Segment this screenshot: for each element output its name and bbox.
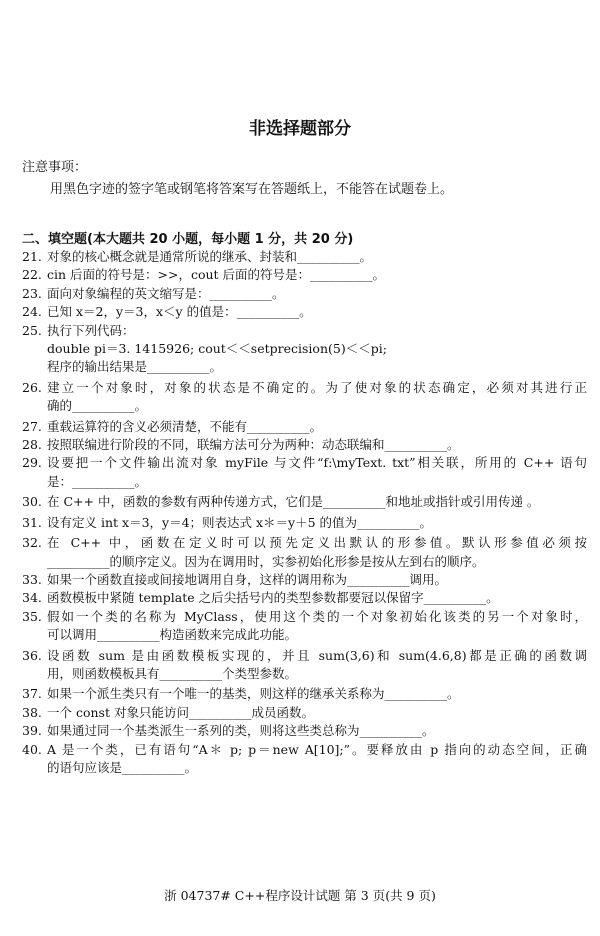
question-text-line: 用，则函数模板具有__________个类型参数。 — [47, 665, 298, 681]
question-item — [22, 322, 587, 377]
question-text-line: 确的__________。 — [47, 398, 148, 414]
question-item — [22, 704, 587, 722]
question-text-line: __________的顺序定义。因为在调用时，实参初始化形参是按从左到右的顺序。 — [47, 553, 485, 569]
question-item — [22, 608, 587, 645]
question-text-line: 函数模板中紧随 template 之后尖括号内的类型参数都要冠以保留字__________。 — [47, 590, 499, 606]
question-list — [22, 248, 587, 777]
question-text-line: cin 后面的符号是：>>，cout 后面的符号是：__________。 — [47, 267, 386, 283]
question-text-line: A 是一个类，已有语句“A＊ p; p＝new A[10];”。要释放由 p 指向的动态空间，正确 — [47, 741, 587, 757]
question-item — [22, 454, 587, 491]
question-item — [22, 493, 587, 511]
question-text-line: 已知 x＝2，y＝3，x＜y 的值是：__________。 — [47, 304, 312, 320]
question-number: 23. — [22, 285, 42, 301]
question-text-line: 可以调用__________构造函数来完成此功能。 — [47, 627, 298, 643]
question-number: 24. — [22, 304, 42, 320]
page-title: 非选择题部分 — [249, 119, 351, 139]
question-text-line: 建立一个对象时，对象的状态是不确定的。为了使对象的状态确定，必须对其进行正 — [47, 379, 587, 395]
notes-body: 用黑色字迹的签字笔或钢笔将答案写在答题纸上，不能答在试题卷上。 — [50, 182, 454, 197]
question-item — [22, 266, 587, 284]
question-text-line: 设有定义 int x＝3，y＝4；则表达式 x＊＝y＋5 的值为__________。 — [47, 514, 433, 530]
question-text-line: 如果一个函数直接或间接地调用自身，这样的调用称为__________调用。 — [47, 571, 448, 587]
question-text-line: 如果一个派生类只有一个唯一的基类，则这样的继承关系称为__________。 — [47, 686, 460, 702]
question-text-line: 设要把一个文件输出流对象 myFile 与文件“f:\myText. txt”相关联，所用的 C++ 语句 — [47, 455, 587, 471]
question-text-line: 面向对象编程的英文缩写是：__________。 — [47, 285, 285, 301]
question-number: 34. — [22, 590, 42, 606]
question-item — [22, 589, 587, 607]
question-text-line: 程序的输出结果是__________。 — [47, 359, 223, 375]
question-number: 35. — [22, 608, 42, 624]
question-number: 26. — [22, 379, 42, 395]
question-item — [22, 571, 587, 589]
question-text-line: 对象的核心概念就是通常所说的继承、封装和__________。 — [47, 249, 373, 264]
question-item — [22, 514, 587, 532]
question-item — [22, 685, 587, 703]
question-number: 39. — [22, 723, 42, 739]
question-text-line: 执行下列代码： — [47, 322, 135, 338]
question-item — [22, 418, 587, 436]
question-number: 30. — [22, 494, 42, 510]
question-item — [22, 741, 587, 778]
question-text-line: 重载运算符的含义必须清楚，不能有__________。 — [47, 418, 323, 434]
question-text-line: 设函数 sum 是由函数模板实现的，并且 sum(3,6)和 sum(4.6,8)都是正确的函数调 — [47, 647, 587, 663]
question-text-line: 一个 const 对象只能访问__________成员函数。 — [47, 704, 314, 720]
notes-heading: 注意事项： — [22, 160, 88, 175]
question-number: 32. — [22, 535, 42, 551]
question-number: 37. — [22, 686, 42, 702]
question-text-line: double pi＝3. 1415926; cout＜＜setprecision(5)＜＜pi; — [47, 341, 387, 357]
page-footer: 浙 04737# C++程序设计试题 第 3 页(共 9 页) — [164, 888, 436, 903]
question-text-line: 如果通过同一个基类派生一系列的类，则将这些类总称为__________。 — [47, 723, 435, 739]
question-item — [22, 722, 587, 740]
question-number: 38. — [22, 704, 42, 720]
question-item — [22, 379, 587, 416]
question-number: 36. — [22, 647, 42, 663]
question-number: 40. — [22, 741, 42, 757]
question-item — [22, 436, 587, 454]
question-text-line: 假如一个类的名称为 MyClass，使用这个类的一个对象初始化该类的另一个对象时， — [47, 608, 587, 624]
question-item — [22, 303, 587, 321]
question-number: 33. — [22, 571, 42, 587]
question-text-line: 按照联编进行阶段的不同，联编方法可分为两种：动态联编和__________。 — [47, 437, 460, 453]
question-number: 25. — [22, 322, 42, 338]
question-item — [22, 248, 587, 266]
question-item — [22, 285, 587, 303]
question-item — [22, 534, 587, 571]
section-heading: 二、填空题(本大题共 20 小题，每小题 1 分，共 20 分) — [22, 232, 354, 247]
question-text-line: 在 C++ 中，函数的参数有两种传递方式，它们是__________和地址或指针或引用传递 。 — [47, 494, 540, 510]
question-number: 28. — [22, 437, 42, 453]
question-item — [22, 647, 587, 684]
question-number: 31. — [22, 514, 42, 530]
question-number: 29. — [22, 455, 42, 471]
question-text-line: 在 C++ 中，函数在定义时可以预先定义出默认的形参值。默认形参值必须按 — [47, 535, 587, 551]
question-number: 27. — [22, 418, 42, 434]
question-text-line: 的语句应该是__________。 — [47, 759, 198, 775]
question-number: 22. — [22, 267, 42, 283]
question-text-line: 是：__________。 — [47, 473, 148, 489]
question-number: 21. — [22, 249, 42, 264]
